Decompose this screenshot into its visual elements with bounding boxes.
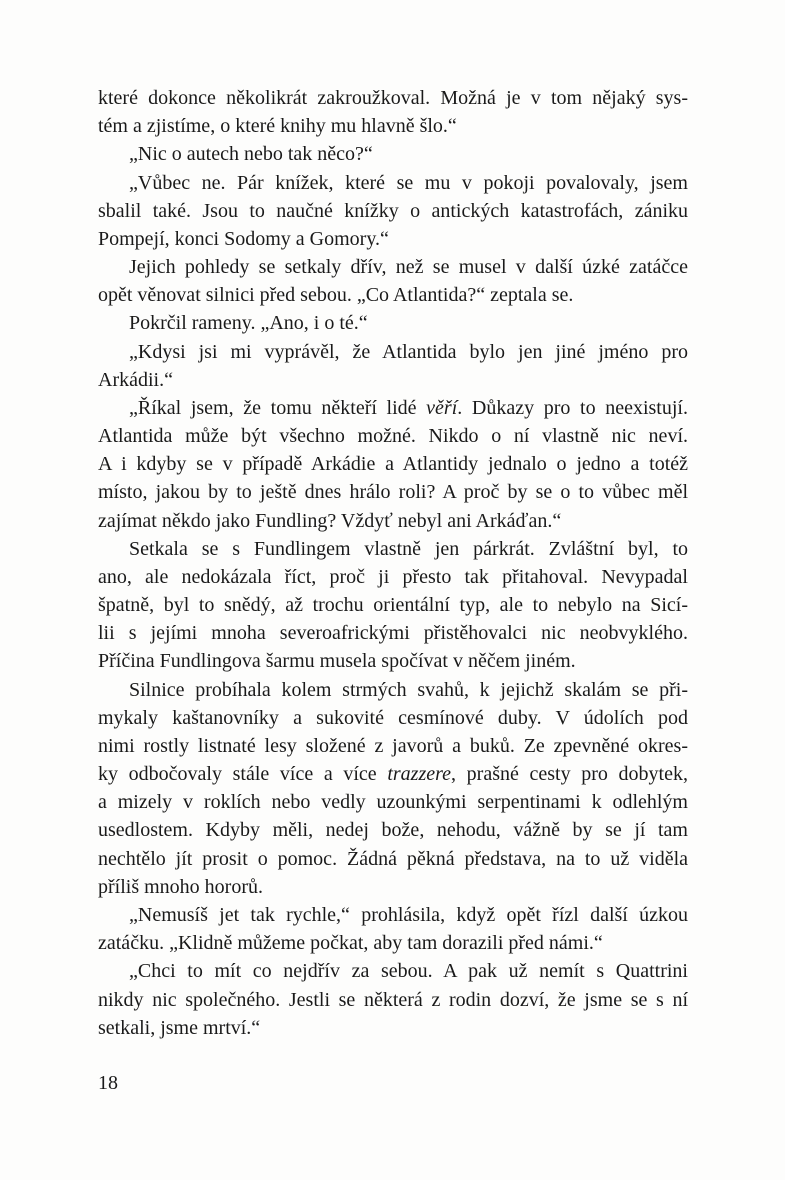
text-line <box>98 760 688 788</box>
text-line <box>98 957 688 985</box>
text-block <box>98 84 688 1042</box>
text-line <box>98 732 688 760</box>
text-segment: sbalil také. Jsou to naučné knížky o antických katastrofách, zániku <box>98 199 688 222</box>
text-line <box>98 619 688 647</box>
text-line <box>98 366 688 394</box>
text-line <box>98 253 688 281</box>
text-line <box>98 507 688 535</box>
text-segment: nechtělo jít prosit o pomoc. Žádná pěkná představa, na to už viděla <box>98 847 688 870</box>
text-line <box>98 281 688 309</box>
text-segment: tém a zjistíme, o které knihy mu hlavně šlo.“ <box>98 115 457 138</box>
text-segment: příliš mnoho hororů. <box>98 875 263 898</box>
text-line <box>98 788 688 816</box>
text-line <box>98 845 688 873</box>
text-line <box>98 112 688 140</box>
text-segment: nikdy nic společného. Jestli se některá z rodin dozví, že jsme se s ní <box>98 988 688 1011</box>
page-number: 18 <box>98 1072 118 1094</box>
italic-text: trazzere <box>387 763 452 786</box>
text-line <box>98 535 688 563</box>
text-segment: a mizely v roklích nebo vedly uzounkými serpentinami k odlehlým <box>98 791 688 814</box>
text-segment: „Říkal jsem, že tomu někteří lidé <box>129 396 427 419</box>
text-line <box>98 563 688 591</box>
text-segment: špatně, byl to snědý, až trochu orientální typ, ale to nebylo na Sicí- <box>98 594 688 617</box>
text-segment: lii s jejími mnoha severoafrickými přistěhovalci nic neobvyklého. <box>98 622 688 645</box>
text-line <box>98 84 688 112</box>
text-line <box>98 197 688 225</box>
text-segment: usedlostem. Kdyby měli, nedej bože, nehodu, vážně by se jí tam <box>98 819 688 842</box>
text-line <box>98 450 688 478</box>
text-line <box>98 1014 688 1042</box>
text-line <box>98 140 688 168</box>
text-segment: místo, jakou by to ještě dnes hrálo roli? A proč by se o to vůbec měl <box>98 481 688 504</box>
text-segment: , prašné cesty pro dobytek, <box>451 763 688 786</box>
text-segment: Arkádii.“ <box>98 368 173 391</box>
text-line <box>98 478 688 506</box>
text-segment: Atlantida může být všechno možné. Nikdo o ní vlastně nic neví. <box>98 425 688 448</box>
text-segment: „Nic o autech nebo tak něco?“ <box>129 143 373 166</box>
text-segment: mykaly kaštanovníky a sukovité cesmínové duby. V údolích pod <box>98 706 688 729</box>
text-line <box>98 338 688 366</box>
text-line <box>98 647 688 675</box>
text-line <box>98 591 688 619</box>
text-line <box>98 816 688 844</box>
text-segment: nimi rostly listnaté lesy složené z javorů a buků. Ze zpevněné okres- <box>98 734 688 757</box>
text-segment: Příčina Fundlingova šarmu musela spočívat v něčem jiném. <box>98 650 576 673</box>
text-segment: „Nemusíš jet tak rychle,“ prohlásila, když opět řízl další úzkou <box>129 903 688 926</box>
text-segment: A i kdyby se v případě Arkádie a Atlantidy jednalo o jedno a totéž <box>98 453 688 476</box>
text-segment: . Důkazy pro to neexistují. <box>457 396 688 419</box>
text-line <box>98 676 688 704</box>
text-line <box>98 986 688 1014</box>
text-segment: ano, ale nedokázala říct, proč ji přesto tak přitahoval. Nevypadal <box>98 565 688 588</box>
text-line <box>98 394 688 422</box>
italic-text: věří <box>426 396 458 419</box>
text-line <box>98 309 688 337</box>
text-segment: zajímat někdo jako Fundling? Vždyť nebyl ani Arkáďan.“ <box>98 509 562 532</box>
text-segment: Silnice probíhala kolem strmých svahů, k jejichž skalám se při- <box>129 678 688 701</box>
text-line <box>98 169 688 197</box>
text-segment: Setkala se s Fundlingem vlastně jen párkrát. Zvláštní byl, to <box>129 537 688 560</box>
text-segment: Jejich pohledy se setkaly dřív, než se musel v další úzké zatáčce <box>129 256 688 279</box>
text-segment: „Kdysi jsi mi vyprávěl, že Atlantida bylo jen jiné jméno pro <box>129 340 688 363</box>
text-line <box>98 422 688 450</box>
text-segment: „Chci to mít co nejdřív za sebou. A pak už nemít s Quattrini <box>129 960 688 983</box>
text-segment: které dokonce několikrát zakroužkoval. Možná je v tom nějaký sys- <box>98 87 688 109</box>
text-segment: „Vůbec ne. Pár knížek, které se mu v pokoji povalovaly, jsem <box>129 171 688 194</box>
text-segment: ky odbočovaly stále více a více <box>98 763 388 786</box>
text-segment: setkali, jsme mrtví.“ <box>98 1016 261 1039</box>
text-line <box>98 873 688 901</box>
text-line <box>98 901 688 929</box>
text-segment: zatáčku. „Klidně můžeme počkat, aby tam dorazili před námi.“ <box>98 932 603 955</box>
text-line <box>98 225 688 253</box>
text-segment: Pokrčil rameny. „Ano, i o té.“ <box>129 312 368 335</box>
text-segment: opět věnovat silnici před sebou. „Co Atlantida?“ zeptala se. <box>98 284 574 307</box>
text-line <box>98 929 688 957</box>
text-segment: Pompejí, konci Sodomy a Gomory.“ <box>98 227 389 250</box>
text-line <box>98 704 688 732</box>
